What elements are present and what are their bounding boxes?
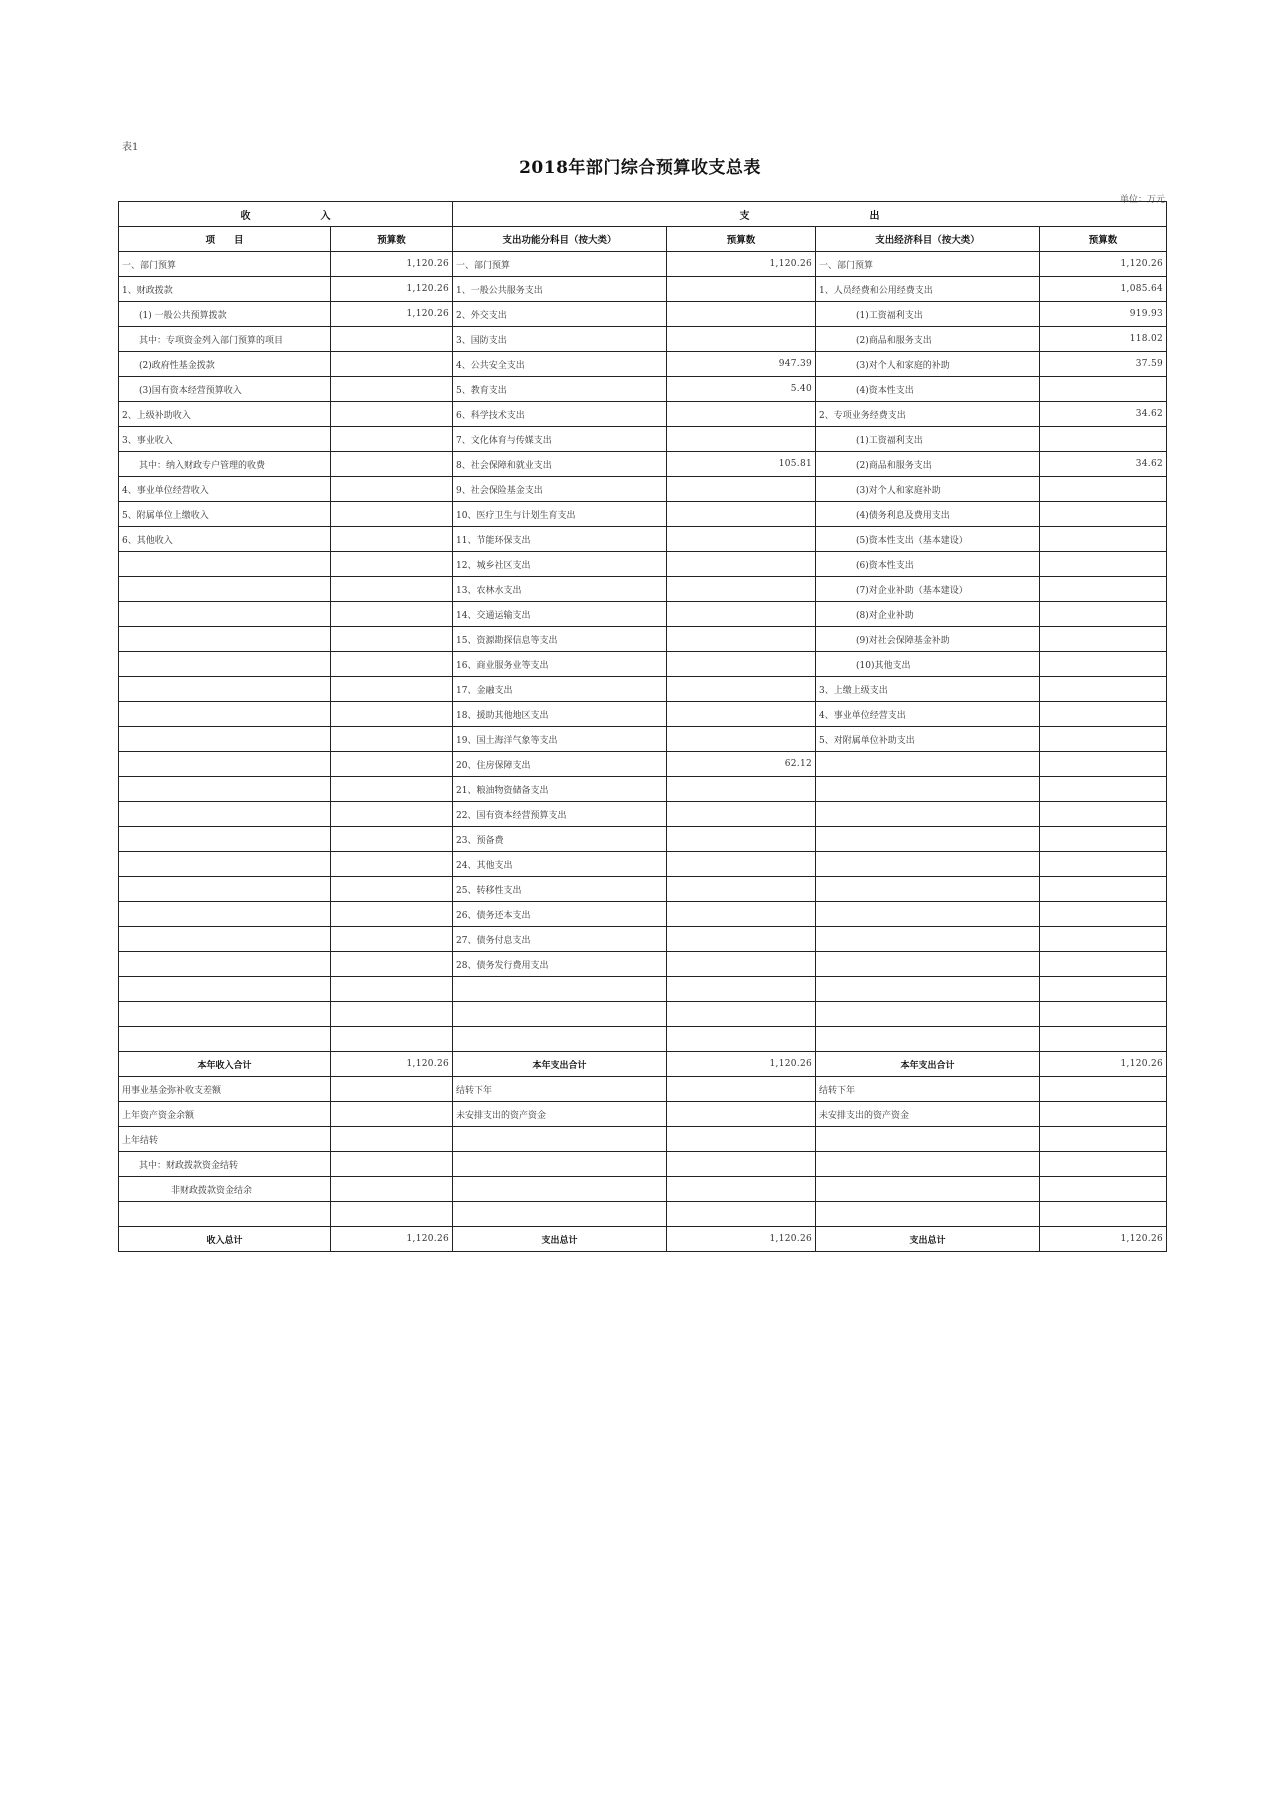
cell-economic-item [816, 877, 1040, 902]
cell-income-amount [331, 402, 453, 427]
cell-function-amount: 947.39 [667, 352, 816, 377]
cell-economic-amount [1040, 1002, 1167, 1027]
cell-function-amount [667, 552, 816, 577]
cell-economic-amount [1040, 1077, 1167, 1102]
cell-income-item: 用事业基金弥补收支差额 [119, 1077, 331, 1102]
cell-economic-amount [1040, 1152, 1167, 1177]
table-row [119, 352, 1167, 377]
table-row [119, 527, 1167, 552]
cell-economic-item: 一、部门预算 [816, 252, 1040, 277]
cell-income-item: 1、财政拨款 [119, 277, 331, 302]
table-row [119, 927, 1167, 952]
table-row [119, 452, 1167, 477]
cell-income-item [119, 927, 331, 952]
cell-function-item: 28、债务发行费用支出 [453, 952, 667, 977]
cell-function-amount [667, 927, 816, 952]
table-row [119, 502, 1167, 527]
cell-income-amount [331, 1077, 453, 1102]
table-row [119, 1127, 1167, 1152]
table-row [119, 477, 1167, 502]
cell-economic-amount [1040, 902, 1167, 927]
cell-economic-amount [1040, 427, 1167, 452]
cell-income-item: 非财政拨款资金结余 [119, 1177, 331, 1202]
cell-function-amount [667, 327, 816, 352]
table-row [119, 1152, 1167, 1177]
cell-function-amount [667, 1127, 816, 1152]
cell-income-item [119, 902, 331, 927]
cell-function-item [453, 1202, 667, 1227]
table-row [119, 977, 1167, 1002]
cell-function-amount: 1,120.26 [667, 252, 816, 277]
table-row [119, 1077, 1167, 1102]
cell-income-amount [331, 527, 453, 552]
cell-economic-item [816, 1152, 1040, 1177]
cell-economic-amount [1040, 827, 1167, 852]
table-row [119, 277, 1167, 302]
unit-label: 单位：万元 [1119, 195, 1165, 205]
cell-function-item: 7、文化体育与传媒支出 [453, 427, 667, 452]
cell-function-amount [667, 827, 816, 852]
table-row [119, 727, 1167, 752]
cell-economic-item: 2、专项业务经费支出 [816, 402, 1040, 427]
cell-function-item: 14、交通运输支出 [453, 602, 667, 627]
cell-income-item [119, 827, 331, 852]
cell-income-item: 5、附属单位上缴收入 [119, 502, 331, 527]
cell-function-amount: 1,120.26 [667, 1227, 816, 1252]
cell-economic-amount: 1,120.26 [1040, 1227, 1167, 1252]
cell-function-item: 支出总计 [453, 1227, 667, 1252]
cell-function-item: 19、国土海洋气象等支出 [453, 727, 667, 752]
cell-income-amount [331, 627, 453, 652]
cell-function-item: 17、金融支出 [453, 677, 667, 702]
cell-economic-item [816, 827, 1040, 852]
cell-economic-item: (1)工资福利支出 [816, 427, 1040, 452]
cell-economic-item: (7)对企业补助（基本建设） [816, 577, 1040, 602]
cell-economic-amount [1040, 527, 1167, 552]
budget-table-body [119, 202, 1167, 1252]
cell-income-item [119, 802, 331, 827]
cell-function-item: 8、社会保障和就业支出 [453, 452, 667, 477]
cell-income-amount [331, 877, 453, 902]
group-header-row [119, 202, 1167, 227]
cell-income-amount [331, 1102, 453, 1127]
cell-function-amount [667, 577, 816, 602]
cell-economic-item: 本年支出合计 [816, 1052, 1040, 1077]
col-header-economic-item: 支出经济科目（按大类） [816, 227, 1040, 252]
cell-function-amount [667, 1102, 816, 1127]
table-row [119, 1177, 1167, 1202]
cell-economic-item: 3、上缴上级支出 [816, 677, 1040, 702]
cell-function-item [453, 1027, 667, 1052]
expense-group-header: 支 出 [453, 202, 1167, 227]
cell-income-amount [331, 927, 453, 952]
cell-function-item [453, 1127, 667, 1152]
cell-economic-amount [1040, 652, 1167, 677]
cell-income-amount [331, 677, 453, 702]
cell-function-item: 未安排支出的资产资金 [453, 1102, 667, 1127]
cell-economic-item: (3)对个人和家庭的补助 [816, 352, 1040, 377]
cell-function-amount [667, 652, 816, 677]
cell-economic-amount [1040, 752, 1167, 777]
cell-function-amount [667, 702, 816, 727]
cell-income-item [119, 977, 331, 1002]
cell-income-amount [331, 1002, 453, 1027]
table-number: 表1 [122, 142, 139, 153]
table-row [119, 852, 1167, 877]
cell-economic-item: (8)对企业补助 [816, 602, 1040, 627]
cell-economic-amount: 34.62 [1040, 452, 1167, 477]
cell-economic-amount [1040, 477, 1167, 502]
cell-economic-item: 支出总计 [816, 1227, 1040, 1252]
cell-income-amount [331, 1127, 453, 1152]
cell-function-item: 一、部门预算 [453, 252, 667, 277]
cell-function-item: 18、援助其他地区支出 [453, 702, 667, 727]
table-row [119, 552, 1167, 577]
cell-income-amount [331, 752, 453, 777]
cell-function-amount [667, 777, 816, 802]
cell-economic-item: (2)商品和服务支出 [816, 327, 1040, 352]
cell-function-item: 2、外交支出 [453, 302, 667, 327]
cell-economic-item: 结转下年 [816, 1077, 1040, 1102]
cell-function-amount [667, 627, 816, 652]
table-row [119, 902, 1167, 927]
budget-table [118, 201, 1167, 1252]
cell-function-item: 20、住房保障支出 [453, 752, 667, 777]
cell-function-amount [667, 1077, 816, 1102]
cell-income-amount [331, 1152, 453, 1177]
cell-economic-item [816, 802, 1040, 827]
cell-economic-item [816, 1127, 1040, 1152]
table-row [119, 1202, 1167, 1227]
cell-income-item [119, 552, 331, 577]
cell-function-amount [667, 1152, 816, 1177]
cell-income-item [119, 1027, 331, 1052]
cell-function-amount [667, 727, 816, 752]
cell-economic-amount: 1,120.26 [1040, 252, 1167, 277]
cell-income-amount [331, 452, 453, 477]
cell-income-amount [331, 727, 453, 752]
cell-economic-amount [1040, 1177, 1167, 1202]
cell-income-amount [331, 1027, 453, 1052]
cell-function-amount [667, 602, 816, 627]
cell-income-item: 3、事业收入 [119, 427, 331, 452]
cell-income-amount [331, 852, 453, 877]
cell-function-item: 4、公共安全支出 [453, 352, 667, 377]
cell-income-amount: 1,120.26 [331, 1052, 453, 1077]
cell-economic-item: (3)对个人和家庭补助 [816, 477, 1040, 502]
cell-income-amount [331, 352, 453, 377]
cell-function-item [453, 977, 667, 1002]
cell-economic-amount [1040, 627, 1167, 652]
cell-income-amount: 1,120.26 [331, 1227, 453, 1252]
cell-function-item: 3、国防支出 [453, 327, 667, 352]
cell-income-amount [331, 777, 453, 802]
col-header-function-item: 支出功能分科目（按大类） [453, 227, 667, 252]
cell-income-amount [331, 477, 453, 502]
cell-economic-item [816, 1027, 1040, 1052]
cell-function-amount [667, 852, 816, 877]
cell-income-item: 6、其他收入 [119, 527, 331, 552]
cell-economic-item: (2)商品和服务支出 [816, 452, 1040, 477]
cell-income-amount [331, 327, 453, 352]
cell-function-amount: 105.81 [667, 452, 816, 477]
cell-income-item [119, 1002, 331, 1027]
table-row [119, 877, 1167, 902]
table-row [119, 377, 1167, 402]
cell-function-item: 22、国有资本经营预算支出 [453, 802, 667, 827]
cell-economic-item: 1、人员经费和公用经费支出 [816, 277, 1040, 302]
cell-function-item: 10、医疗卫生与计划生育支出 [453, 502, 667, 527]
cell-income-amount [331, 427, 453, 452]
cell-income-item: 一、部门预算 [119, 252, 331, 277]
cell-income-item: 2、上级补助收入 [119, 402, 331, 427]
cell-income-item: (2)政府性基金拨款 [119, 352, 331, 377]
cell-economic-amount [1040, 852, 1167, 877]
cell-function-item: 1、一般公共服务支出 [453, 277, 667, 302]
cell-function-amount [667, 402, 816, 427]
cell-economic-amount [1040, 552, 1167, 577]
cell-income-item [119, 777, 331, 802]
col-header-income-amount: 预算数 [331, 227, 453, 252]
cell-economic-amount: 919.93 [1040, 302, 1167, 327]
cell-income-item: 4、事业单位经营收入 [119, 477, 331, 502]
cell-income-item: 上年资产资金余额 [119, 1102, 331, 1127]
cell-income-item: (1) 一般公共预算拨款 [119, 302, 331, 327]
cell-function-item: 11、节能环保支出 [453, 527, 667, 552]
cell-income-amount [331, 977, 453, 1002]
cell-income-item [119, 677, 331, 702]
cell-income-item [119, 627, 331, 652]
cell-income-item [119, 952, 331, 977]
page-title: 2018年部门综合预算收支总表 [519, 158, 761, 178]
cell-economic-item [816, 1202, 1040, 1227]
cell-income-item: 本年收入合计 [119, 1052, 331, 1077]
cell-function-amount [667, 527, 816, 552]
cell-function-amount [667, 977, 816, 1002]
table-row [119, 327, 1167, 352]
cell-economic-item: 5、对附属单位补助支出 [816, 727, 1040, 752]
cell-income-amount: 1,120.26 [331, 252, 453, 277]
cell-income-item [119, 752, 331, 777]
income-group-header: 收 入 [119, 202, 453, 227]
cell-income-item: 其中：纳入财政专户管理的收费 [119, 452, 331, 477]
cell-income-amount [331, 827, 453, 852]
cell-economic-amount [1040, 977, 1167, 1002]
cell-function-amount [667, 902, 816, 927]
cell-economic-amount: 1,085.64 [1040, 277, 1167, 302]
cell-function-amount [667, 277, 816, 302]
cell-income-amount [331, 952, 453, 977]
table-row [119, 777, 1167, 802]
cell-income-item [119, 1202, 331, 1227]
cell-income-item [119, 852, 331, 877]
cell-function-item: 24、其他支出 [453, 852, 667, 877]
column-header-row [119, 227, 1167, 252]
cell-function-item: 13、农林水支出 [453, 577, 667, 602]
cell-economic-amount [1040, 1127, 1167, 1152]
cell-function-item: 5、教育支出 [453, 377, 667, 402]
cell-income-item [119, 877, 331, 902]
cell-income-amount: 1,120.26 [331, 302, 453, 327]
table-row [119, 1102, 1167, 1127]
cell-economic-item: (1)工资福利支出 [816, 302, 1040, 327]
cell-economic-item [816, 977, 1040, 1002]
cell-function-item: 26、债务还本支出 [453, 902, 667, 927]
table-row [119, 802, 1167, 827]
cell-function-item: 6、科学技术支出 [453, 402, 667, 427]
cell-economic-item: (9)对社会保障基金补助 [816, 627, 1040, 652]
cell-function-item: 本年支出合计 [453, 1052, 667, 1077]
cell-function-amount [667, 1177, 816, 1202]
cell-income-item [119, 602, 331, 627]
cell-function-item [453, 1002, 667, 1027]
cell-economic-item [816, 852, 1040, 877]
cell-economic-amount [1040, 927, 1167, 952]
cell-function-amount [667, 1202, 816, 1227]
cell-economic-amount [1040, 952, 1167, 977]
cell-function-item: 15、资源勘探信息等支出 [453, 627, 667, 652]
cell-economic-item: (5)资本性支出（基本建设） [816, 527, 1040, 552]
cell-income-amount [331, 1177, 453, 1202]
cell-income-amount [331, 377, 453, 402]
cell-function-amount [667, 477, 816, 502]
cell-economic-amount: 34.62 [1040, 402, 1167, 427]
cell-economic-amount: 1,120.26 [1040, 1052, 1167, 1077]
table-row [119, 952, 1167, 977]
cell-economic-item [816, 902, 1040, 927]
cell-income-amount [331, 702, 453, 727]
table-row [119, 1027, 1167, 1052]
cell-function-amount [667, 952, 816, 977]
cell-economic-item [816, 777, 1040, 802]
cell-income-amount [331, 552, 453, 577]
cell-function-amount [667, 877, 816, 902]
cell-economic-item: (10)其他支出 [816, 652, 1040, 677]
cell-economic-amount [1040, 1202, 1167, 1227]
cell-income-amount [331, 502, 453, 527]
cell-economic-amount [1040, 502, 1167, 527]
cell-function-item: 23、预备费 [453, 827, 667, 852]
table-row [119, 627, 1167, 652]
cell-economic-amount: 118.02 [1040, 327, 1167, 352]
cell-function-amount [667, 1027, 816, 1052]
cell-function-amount: 5.40 [667, 377, 816, 402]
cell-economic-amount [1040, 677, 1167, 702]
table-row [119, 1002, 1167, 1027]
cell-economic-item [816, 1002, 1040, 1027]
cell-income-item: 其中：财政拨款资金结转 [119, 1152, 331, 1177]
table-row [119, 602, 1167, 627]
cell-income-item [119, 727, 331, 752]
table-row [119, 827, 1167, 852]
table-row [119, 427, 1167, 452]
cell-income-amount [331, 652, 453, 677]
cell-income-item: 上年结转 [119, 1127, 331, 1152]
cell-income-item: 其中：专项资金列入部门预算的项目 [119, 327, 331, 352]
cell-function-item: 结转下年 [453, 1077, 667, 1102]
cell-economic-item: 4、事业单位经营支出 [816, 702, 1040, 727]
table-row [119, 252, 1167, 277]
grand-total-row [119, 1227, 1167, 1252]
cell-function-item: 21、粮油物资储备支出 [453, 777, 667, 802]
table-row [119, 652, 1167, 677]
cell-economic-item: 未安排支出的资产资金 [816, 1102, 1040, 1127]
cell-function-item [453, 1152, 667, 1177]
cell-function-item: 25、转移性支出 [453, 877, 667, 902]
cell-function-item: 16、商业服务业等支出 [453, 652, 667, 677]
cell-economic-amount [1040, 802, 1167, 827]
cell-economic-amount [1040, 1027, 1167, 1052]
cell-economic-amount [1040, 727, 1167, 752]
cell-economic-item: (6)资本性支出 [816, 552, 1040, 577]
table-row [119, 302, 1167, 327]
cell-economic-item [816, 1177, 1040, 1202]
cell-income-amount [331, 802, 453, 827]
year-total-row [119, 1052, 1167, 1077]
cell-income-amount [331, 602, 453, 627]
cell-economic-item: (4)债务利息及费用支出 [816, 502, 1040, 527]
cell-economic-item [816, 927, 1040, 952]
cell-economic-amount [1040, 577, 1167, 602]
col-header-income-item: 项 目 [119, 227, 331, 252]
cell-economic-amount [1040, 777, 1167, 802]
cell-function-item: 27、债务付息支出 [453, 927, 667, 952]
cell-income-amount [331, 1202, 453, 1227]
cell-function-amount [667, 302, 816, 327]
cell-income-item [119, 702, 331, 727]
cell-function-amount [667, 802, 816, 827]
cell-function-amount [667, 677, 816, 702]
col-header-economic-amount: 预算数 [1040, 227, 1167, 252]
cell-economic-amount [1040, 602, 1167, 627]
cell-economic-amount [1040, 377, 1167, 402]
cell-economic-item: (4)资本性支出 [816, 377, 1040, 402]
cell-income-item: 收入总计 [119, 1227, 331, 1252]
cell-income-item [119, 577, 331, 602]
cell-function-item: 9、社会保险基金支出 [453, 477, 667, 502]
table-row [119, 702, 1167, 727]
table-row [119, 752, 1167, 777]
table-row [119, 677, 1167, 702]
cell-function-item [453, 1177, 667, 1202]
cell-economic-amount [1040, 877, 1167, 902]
cell-function-amount: 62.12 [667, 752, 816, 777]
cell-economic-amount [1040, 702, 1167, 727]
cell-income-item: (3)国有资本经营预算收入 [119, 377, 331, 402]
cell-income-amount [331, 902, 453, 927]
cell-income-amount: 1,120.26 [331, 277, 453, 302]
cell-function-amount [667, 427, 816, 452]
table-row [119, 402, 1167, 427]
cell-function-amount [667, 502, 816, 527]
cell-economic-amount [1040, 1102, 1167, 1127]
cell-economic-item [816, 752, 1040, 777]
cell-function-amount [667, 1002, 816, 1027]
cell-income-item [119, 652, 331, 677]
cell-income-amount [331, 577, 453, 602]
cell-economic-amount: 37.59 [1040, 352, 1167, 377]
cell-function-amount: 1,120.26 [667, 1052, 816, 1077]
cell-economic-item [816, 952, 1040, 977]
col-header-function-amount: 预算数 [667, 227, 816, 252]
cell-function-item: 12、城乡社区支出 [453, 552, 667, 577]
table-row [119, 577, 1167, 602]
